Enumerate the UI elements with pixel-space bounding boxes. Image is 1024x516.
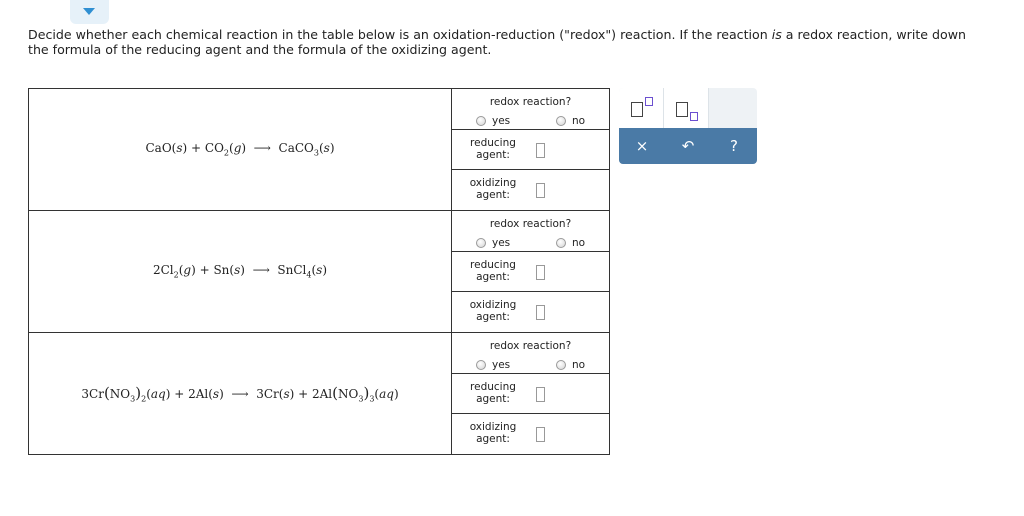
- radio-button[interactable]: [556, 360, 566, 370]
- radio-button[interactable]: [556, 238, 566, 248]
- answer-panel: [452, 211, 610, 333]
- radio-button[interactable]: [476, 238, 486, 248]
- superscript-icon: [645, 97, 653, 106]
- reaction-equation: $2Cl_2(g) + Sn(s)$ ⟶ SnCl$_4$(s): [29, 211, 452, 333]
- reaction-equation: $3Cr(NO_3)_2(aq) + 2Al(s)$ ⟶ $3Cr(s) + 2Al(NO_3)_3(aq)$: [29, 333, 452, 455]
- box-icon: [676, 102, 688, 117]
- box-icon: [631, 102, 643, 117]
- clear-button[interactable]: ×: [635, 137, 649, 155]
- answer-panel: [452, 333, 610, 455]
- reducing-agent-input[interactable]: [536, 143, 545, 158]
- radio-no[interactable]: no: [556, 115, 585, 127]
- reducing-agent-input[interactable]: [536, 387, 545, 402]
- reducing-agent-row: reducing agent:: [452, 374, 609, 414]
- radio-no[interactable]: no: [556, 359, 585, 371]
- reducing-agent-row: reducing agent:: [452, 130, 609, 170]
- chevron-down-icon: [83, 8, 95, 15]
- undo-button[interactable]: ↶: [681, 137, 695, 155]
- radio-button[interactable]: [476, 116, 486, 126]
- radio-yes[interactable]: yes: [476, 237, 510, 249]
- oxidizing-agent-input[interactable]: [536, 305, 545, 320]
- oxidizing-agent-row: oxidizing agent:: [452, 414, 609, 454]
- oxidizing-agent-row: oxidizing agent:: [452, 170, 609, 210]
- table-row: [29, 333, 610, 455]
- oxidizing-agent-input[interactable]: [536, 183, 545, 198]
- math-toolbox: [619, 88, 757, 164]
- instructions: Decide whether each chemical reaction in the table below is an oxidation-reduction ("redox") reaction. If the reaction is a redox reaction, write down the formula of the reducing agent and the formula of the oxidizing agent.: [28, 27, 967, 57]
- answer-panel: [452, 89, 610, 211]
- oxidizing-agent-row: oxidizing agent:: [452, 292, 609, 332]
- table-row: [29, 89, 610, 211]
- radio-yes[interactable]: yes: [476, 359, 510, 371]
- subscript-button[interactable]: [664, 88, 709, 128]
- help-button[interactable]: ?: [730, 137, 738, 155]
- subscript-icon: [690, 112, 698, 121]
- collapse-tab[interactable]: [70, 0, 109, 24]
- redox-question: redox reaction? yes no: [452, 333, 609, 374]
- reducing-agent-input[interactable]: [536, 265, 545, 280]
- superscript-button[interactable]: [619, 88, 664, 128]
- reaction-equation: $CaO(s) + CO_2(g)$ ⟶ CaCO$_3$(s): [29, 89, 452, 211]
- reaction-table: [28, 88, 610, 455]
- table-row: [29, 211, 610, 333]
- radio-button[interactable]: [556, 116, 566, 126]
- radio-no[interactable]: no: [556, 237, 585, 249]
- redox-question: redox reaction? yes no: [452, 211, 609, 252]
- reducing-agent-row: reducing agent:: [452, 252, 609, 292]
- radio-yes[interactable]: yes: [476, 115, 510, 127]
- oxidizing-agent-input[interactable]: [536, 427, 545, 442]
- radio-button[interactable]: [476, 360, 486, 370]
- redox-question: redox reaction? yes no: [452, 89, 609, 130]
